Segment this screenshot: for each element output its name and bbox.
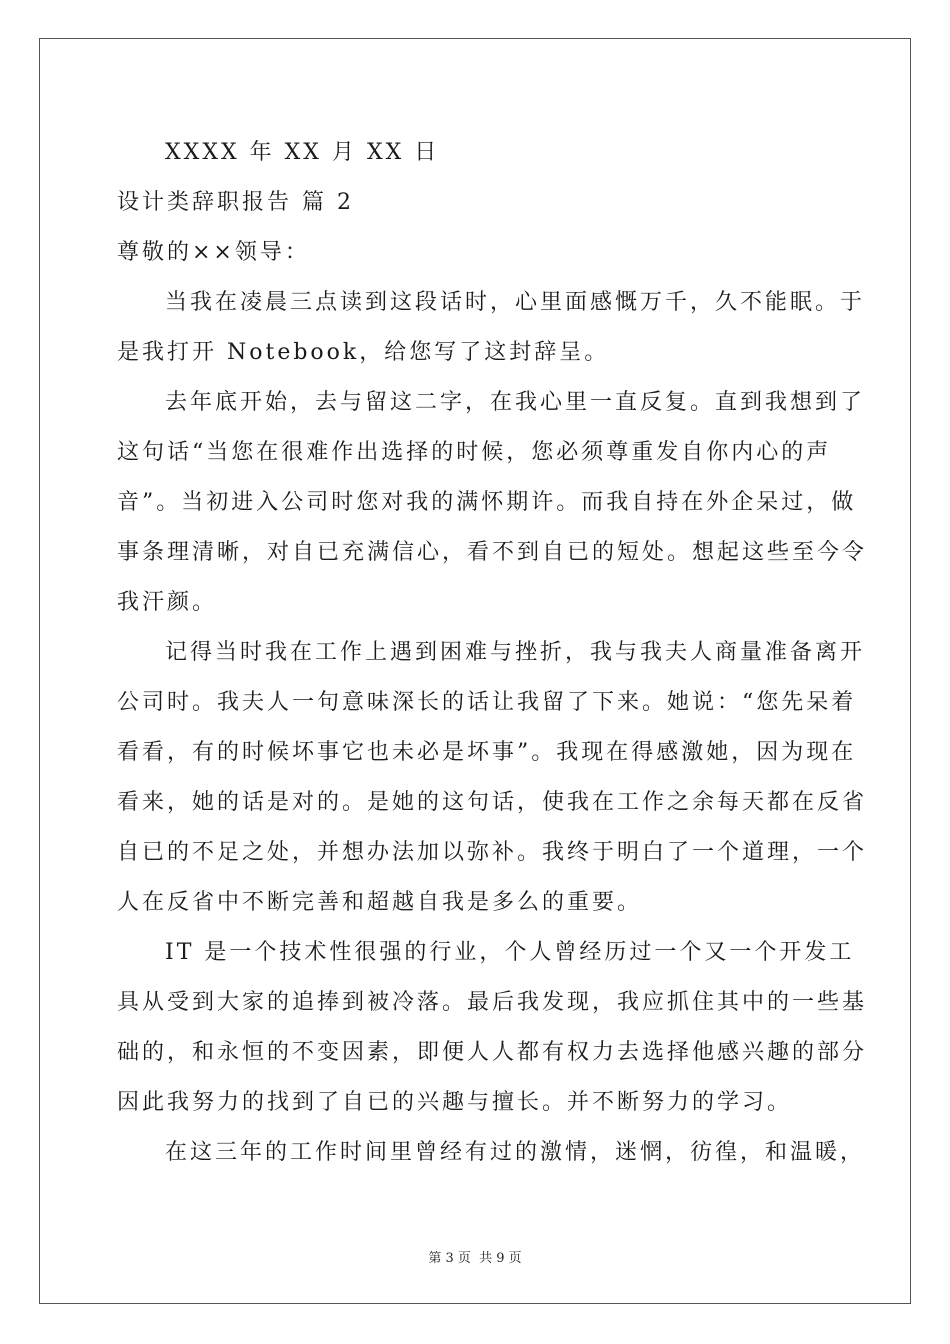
paragraph-line: 这句话“当您在很难作出选择的时候，您必须尊重发自你内心的声 xyxy=(117,440,832,465)
paragraph-line: 是我打开 Notebook，给您写了这封辞呈。 xyxy=(117,340,610,365)
paragraph-line: 我汗颜。 xyxy=(117,590,218,615)
salutation: 尊敬的××领导： xyxy=(117,240,310,265)
page-footer xyxy=(0,1247,950,1266)
paragraph xyxy=(117,1128,866,1178)
page-number: 第 3 页 xyxy=(428,1251,471,1266)
paragraph-line: 自已的不足之处，并想办法加以弥补。我终于明白了一个道理，一个 xyxy=(117,840,868,865)
paragraph-line: 记得当时我在工作上遇到困难与挫折，我与我夫人商量准备离开 xyxy=(165,640,866,665)
paragraph-line: 音”。当初进入公司时您对我的满怀期许。而我自持在外企呆过，做 xyxy=(117,490,857,515)
paragraph-line: 具从受到大家的追捧到被冷落。最后我发现，我应抓住其中的一些基 xyxy=(117,990,868,1015)
paragraph-line: IT 是一个技术性很强的行业，个人曾经历过一个又一个开发工 xyxy=(165,940,855,965)
date-line: XXXX 年 XX 月 XX 日 xyxy=(165,140,440,165)
paragraph-line: 看来，她的话是对的。是她的这句话，使我在工作之余每天都在反省 xyxy=(117,790,868,815)
paragraph xyxy=(117,628,868,928)
paragraph-line: 础的，和永恒的不变因素，即便人人都有权力去选择他感兴趣的部分 xyxy=(117,1040,868,1065)
paragraph xyxy=(117,928,868,1128)
paragraph-line: 因此我努力的找到了自已的兴趣与擅长。并不断努力的学习。 xyxy=(117,1090,793,1115)
paragraph xyxy=(117,278,866,378)
paragraph-line: 人在反省中不断完善和超越自我是多么的重要。 xyxy=(117,890,643,915)
paragraph-line: 当我在凌晨三点读到这段话时，心里面感慨万千，久不能眠。于 xyxy=(165,290,866,315)
paragraph-line: 事条理清晰，对自已充满信心，看不到自已的短处。想起这些至今令 xyxy=(117,540,868,565)
document-title: 设计类辞职报告 篇 2 xyxy=(117,190,354,215)
paragraph xyxy=(117,378,868,628)
document-body xyxy=(117,128,868,1178)
paragraph-line: 公司时。我夫人一句意味深长的话让我留了下来。她说：“您先呆着 xyxy=(117,690,857,715)
page-total: 共 9 页 xyxy=(479,1251,522,1266)
paragraph-line: 看看，有的时候坏事它也未必是坏事”。我现在得感激她，因为现在 xyxy=(117,740,857,765)
paragraph-line: 去年底开始，去与留这二字，在我心里一直反复。直到我想到了 xyxy=(165,390,866,415)
paragraph-line: 在这三年的工作时间里曾经有过的激情，迷惘，彷徨，和温暖， xyxy=(165,1140,866,1165)
